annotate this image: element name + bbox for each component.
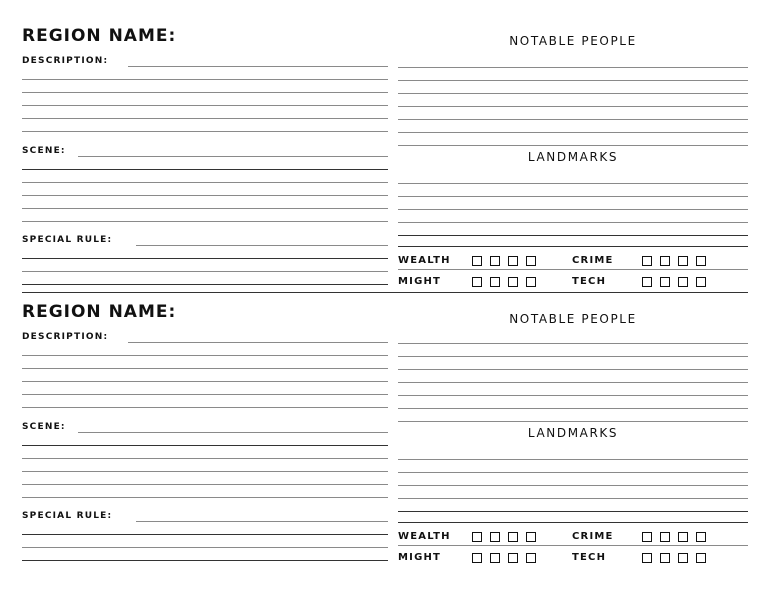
tech-boxes	[642, 277, 706, 287]
tech-checkbox[interactable]	[660, 553, 670, 563]
description-line[interactable]	[22, 381, 388, 382]
might-checkbox[interactable]	[508, 553, 518, 563]
landmarks-line[interactable]	[398, 498, 748, 499]
description-line[interactable]	[22, 92, 388, 93]
landmarks-line[interactable]	[398, 183, 748, 184]
notable-people-line[interactable]	[398, 80, 748, 81]
tech-label: TECH	[572, 276, 607, 287]
region-sheet-1	[0, 26, 768, 306]
tech-checkbox[interactable]	[642, 553, 652, 563]
crime-checkbox[interactable]	[642, 256, 652, 266]
notable-people-line[interactable]	[398, 408, 748, 409]
notable-people-line[interactable]	[398, 106, 748, 107]
tech-label: TECH	[572, 552, 607, 563]
crime-checkbox[interactable]	[660, 256, 670, 266]
description-line[interactable]	[22, 394, 388, 395]
might-checkbox[interactable]	[472, 553, 482, 563]
wealth-checkbox[interactable]	[526, 256, 536, 266]
description-label: DESCRIPTION:	[22, 332, 109, 342]
tech-checkbox[interactable]	[678, 277, 688, 287]
description-line[interactable]	[128, 342, 388, 343]
landmarks-line[interactable]	[398, 246, 748, 247]
scene-label: SCENE:	[22, 146, 66, 156]
special-rule-line[interactable]	[22, 271, 388, 272]
description-line[interactable]	[22, 118, 388, 119]
landmarks-heading: LANDMARKS	[527, 150, 619, 164]
landmarks-line[interactable]	[398, 472, 748, 473]
description-line[interactable]	[22, 79, 388, 80]
notable-people-line[interactable]	[398, 382, 748, 383]
wealth-checkbox[interactable]	[472, 532, 482, 542]
might-checkbox[interactable]	[472, 277, 482, 287]
crime-label: CRIME	[572, 255, 614, 266]
scene-line[interactable]	[22, 221, 388, 222]
description-line[interactable]	[22, 131, 388, 132]
crime-checkbox[interactable]	[696, 256, 706, 266]
crime-checkbox[interactable]	[696, 532, 706, 542]
tech-checkbox[interactable]	[696, 277, 706, 287]
scene-line[interactable]	[22, 208, 388, 209]
scene-line[interactable]	[22, 182, 388, 183]
landmarks-line[interactable]	[398, 485, 748, 486]
notable-people-line[interactable]	[398, 421, 748, 422]
description-line[interactable]	[22, 355, 388, 356]
notable-people-line[interactable]	[398, 343, 748, 344]
tech-checkbox[interactable]	[678, 553, 688, 563]
special-rule-line[interactable]	[22, 258, 388, 259]
sheet-bottom-border	[22, 292, 748, 293]
scene-line[interactable]	[22, 484, 388, 485]
wealth-checkbox[interactable]	[508, 532, 518, 542]
might-checkbox[interactable]	[490, 277, 500, 287]
notable-people-heading: NOTABLE PEOPLE	[509, 34, 637, 48]
scene-line[interactable]	[22, 497, 388, 498]
notable-people-line[interactable]	[398, 145, 748, 146]
crime-checkbox[interactable]	[642, 532, 652, 542]
notable-people-line[interactable]	[398, 119, 748, 120]
wealth-label: WEALTH	[398, 531, 451, 542]
landmarks-line[interactable]	[398, 222, 748, 223]
scene-line[interactable]	[78, 432, 388, 433]
scene-line[interactable]	[22, 169, 388, 170]
notable-people-line[interactable]	[398, 67, 748, 68]
wealth-checkbox[interactable]	[490, 532, 500, 542]
might-checkbox[interactable]	[526, 553, 536, 563]
wealth-checkbox[interactable]	[508, 256, 518, 266]
wealth-boxes	[472, 532, 536, 542]
special-rule-line[interactable]	[22, 547, 388, 548]
landmarks-line[interactable]	[398, 511, 748, 512]
scene-line[interactable]	[22, 471, 388, 472]
scene-label: SCENE:	[22, 422, 66, 432]
might-boxes	[472, 277, 536, 287]
description-line[interactable]	[22, 368, 388, 369]
landmarks-line[interactable]	[398, 459, 748, 460]
tech-checkbox[interactable]	[696, 553, 706, 563]
crime-label: CRIME	[572, 531, 614, 542]
tech-boxes	[642, 553, 706, 563]
description-line[interactable]	[22, 105, 388, 106]
special-rule-label: SPECIAL RULE:	[22, 511, 113, 521]
region-sheet-2	[0, 302, 768, 582]
description-line[interactable]	[128, 66, 388, 67]
stats-divider	[398, 545, 748, 546]
landmarks-heading: LANDMARKS	[527, 426, 619, 440]
notable-people-line[interactable]	[398, 132, 748, 133]
scene-line[interactable]	[22, 195, 388, 196]
tech-checkbox[interactable]	[642, 277, 652, 287]
region-name-title: REGION NAME:	[22, 26, 177, 46]
landmarks-line[interactable]	[398, 522, 748, 523]
might-label: MIGHT	[398, 552, 442, 563]
tech-checkbox[interactable]	[660, 277, 670, 287]
region-name-title: REGION NAME:	[22, 302, 177, 322]
wealth-checkbox[interactable]	[472, 256, 482, 266]
might-checkbox[interactable]	[526, 277, 536, 287]
might-checkbox[interactable]	[508, 277, 518, 287]
crime-checkbox[interactable]	[678, 256, 688, 266]
special-rule-line[interactable]	[136, 245, 388, 246]
scene-line[interactable]	[78, 156, 388, 157]
stats-divider	[398, 269, 748, 270]
might-checkbox[interactable]	[490, 553, 500, 563]
description-label: DESCRIPTION:	[22, 56, 109, 66]
wealth-boxes	[472, 256, 536, 266]
notable-people-line[interactable]	[398, 369, 748, 370]
notable-people-line[interactable]	[398, 356, 748, 357]
special-rule-line[interactable]	[22, 534, 388, 535]
landmarks-line[interactable]	[398, 209, 748, 210]
wealth-label: WEALTH	[398, 255, 451, 266]
notable-people-line[interactable]	[398, 93, 748, 94]
wealth-checkbox[interactable]	[526, 532, 536, 542]
crime-boxes	[642, 532, 706, 542]
crime-checkbox[interactable]	[660, 532, 670, 542]
might-boxes	[472, 553, 536, 563]
notable-people-line[interactable]	[398, 395, 748, 396]
scene-line[interactable]	[22, 458, 388, 459]
scene-line[interactable]	[22, 445, 388, 446]
wealth-checkbox[interactable]	[490, 256, 500, 266]
description-line[interactable]	[22, 407, 388, 408]
special-rule-line[interactable]	[22, 284, 388, 285]
special-rule-label: SPECIAL RULE:	[22, 235, 113, 245]
special-rule-line[interactable]	[136, 521, 388, 522]
landmarks-line[interactable]	[398, 235, 748, 236]
special-rule-line[interactable]	[22, 560, 388, 561]
crime-boxes	[642, 256, 706, 266]
landmarks-line[interactable]	[398, 196, 748, 197]
crime-checkbox[interactable]	[678, 532, 688, 542]
might-label: MIGHT	[398, 276, 442, 287]
notable-people-heading: NOTABLE PEOPLE	[509, 312, 637, 326]
